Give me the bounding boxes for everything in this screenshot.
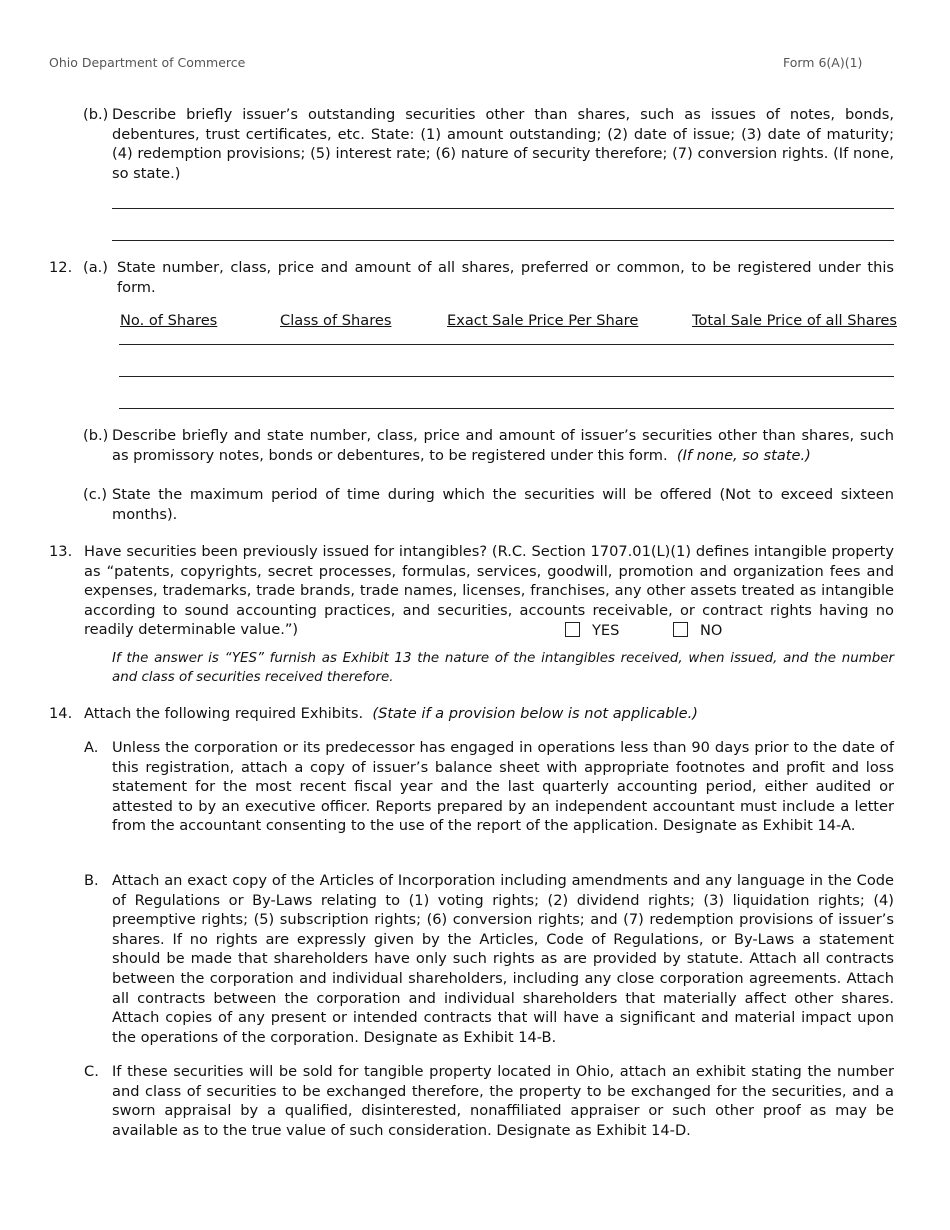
item-12-table-line-1[interactable]	[119, 344, 894, 345]
form-number: Form 6(A)(1)	[783, 55, 863, 70]
item-14-intro	[84, 704, 698, 724]
yes-label: YES	[592, 622, 620, 639]
no-checkbox[interactable]	[673, 622, 688, 637]
column-no-of-shares: No. of Shares	[120, 312, 218, 329]
item-12c-label: (c.)	[83, 486, 108, 503]
column-class-of-shares: Class of Shares	[280, 312, 392, 329]
item-14-number: 14.	[49, 705, 73, 722]
item-12b-text: Describe briefly and state number, class, price and amount of issuer’s securities other than shares, such as promissory notes, bonds or debentures, to be registered under this form.	[112, 427, 894, 464]
item-12b-paragraph	[112, 426, 894, 465]
item-12c-text: State the maximum period of time during which the securities will be offered (Not to exceed sixteen months).	[112, 486, 894, 523]
item-12-number: 12.	[49, 259, 73, 276]
item-13-number: 13.	[49, 543, 73, 560]
item-12a-label: (a.)	[83, 259, 108, 276]
item-14-intro-note: (State if a provision below is not applicable.)	[372, 705, 698, 722]
item-12b-label: (b.)	[83, 427, 109, 444]
yes-checkbox[interactable]	[565, 622, 580, 637]
exhibit-a-label: A.	[84, 739, 99, 756]
item-13-note: If the answer is “YES” furnish as Exhibit 13 the nature of the intangibles received, when issued, and the number and class of securities received therefore.	[112, 651, 894, 685]
column-exact-sale-price: Exact Sale Price Per Share	[447, 312, 639, 329]
item-12b-note: (If none, so state.)	[676, 446, 811, 464]
exhibit-c-text: If these securities will be sold for tangible property located in Ohio, attach an exhibit stating the number and class of securities to be exchanged therefore, the property to be exchanged for the securities, and a sworn appraisal by a qualified, disinterested, nonaffiliated appraiser or such other proof as may be available as to the true value of such consideration. Designate as Exhibit 14-D.	[112, 1063, 894, 1139]
no-label: NO	[700, 622, 723, 639]
item-11b-answer-line-2[interactable]	[112, 240, 894, 241]
item-13-text: Have securities been previously issued for intangibles? (R.C. Section 1707.01(L)(1) defines intangible property as “patents, copyrights, secret processes, formulas, services, goodwill, promotion and organization fees and expenses, trademarks, trade brands, trade names, licenses, franchises, any other assets treated as intangible according to sound accounting practices, and securities, accounts receivable, or contract rights having no readily determinable value.”)	[84, 543, 894, 639]
item-11b-answer-line-1[interactable]	[112, 208, 894, 209]
item-11b-label: (b.)	[83, 106, 109, 123]
exhibit-c-label: C.	[84, 1063, 99, 1080]
column-total-sale-price: Total Sale Price of all Shares	[692, 312, 897, 329]
exhibit-b-label: B.	[84, 872, 99, 889]
item-12-table-line-3[interactable]	[119, 408, 894, 409]
item-12a-text: State number, class, price and amount of all shares, preferred or common, to be registered under this form.	[117, 259, 894, 296]
exhibit-a-text: Unless the corporation or its predecessor has engaged in operations less than 90 days prior to the date of this registration, attach a copy of issuer’s balance sheet with appropriate footnotes and profit and loss statement for the most recent fiscal year and the last quarterly accounting period, either audited or attested to by an executive officer. Reports prepared by an independent accountant must include a letter from the accountant consenting to the use of the report of the application. Designate as Exhibit 14-A.	[112, 739, 894, 835]
agency-name: Ohio Department of Commerce	[49, 55, 246, 70]
item-11b-text: Describe briefly issuer’s outstanding securities other than shares, such as issues of notes, bonds, debentures, trust certificates, etc. State: (1) amount outstanding; (2) date of issue; (3) date of maturity; (4) redemption provisions; (5) interest rate; (6) nature of security therefore; (7) conversion rights. (If none, so state.)	[112, 106, 894, 182]
item-14-intro-text: Attach the following required Exhibits.	[84, 705, 364, 722]
exhibit-b-text: Attach an exact copy of the Articles of Incorporation including amendments and any language in the Code of Regulations or By-Laws relating to (1) voting rights; (2) dividend rights; (3) liquidation rights; (4) preemptive rights; (5) subscription rights; (6) conversion rights; and (7) redemption provisions of issuer’s shares. If no rights are expressly given by the Articles, Code of Regulations, or By-Laws a statement should be made that shareholders have only such rights as are provided by statute. Attach all contracts between the corporation and individual shareholders, including any close corporation agreements. Attach all contracts between the corporation and individual shareholders that materially affect other shares. Attach copies of any present or intended contracts that will have a significant and material impact upon the operations of the corporation. Designate as Exhibit 14-B.	[112, 872, 894, 1046]
item-12-table-line-2[interactable]	[119, 376, 894, 377]
